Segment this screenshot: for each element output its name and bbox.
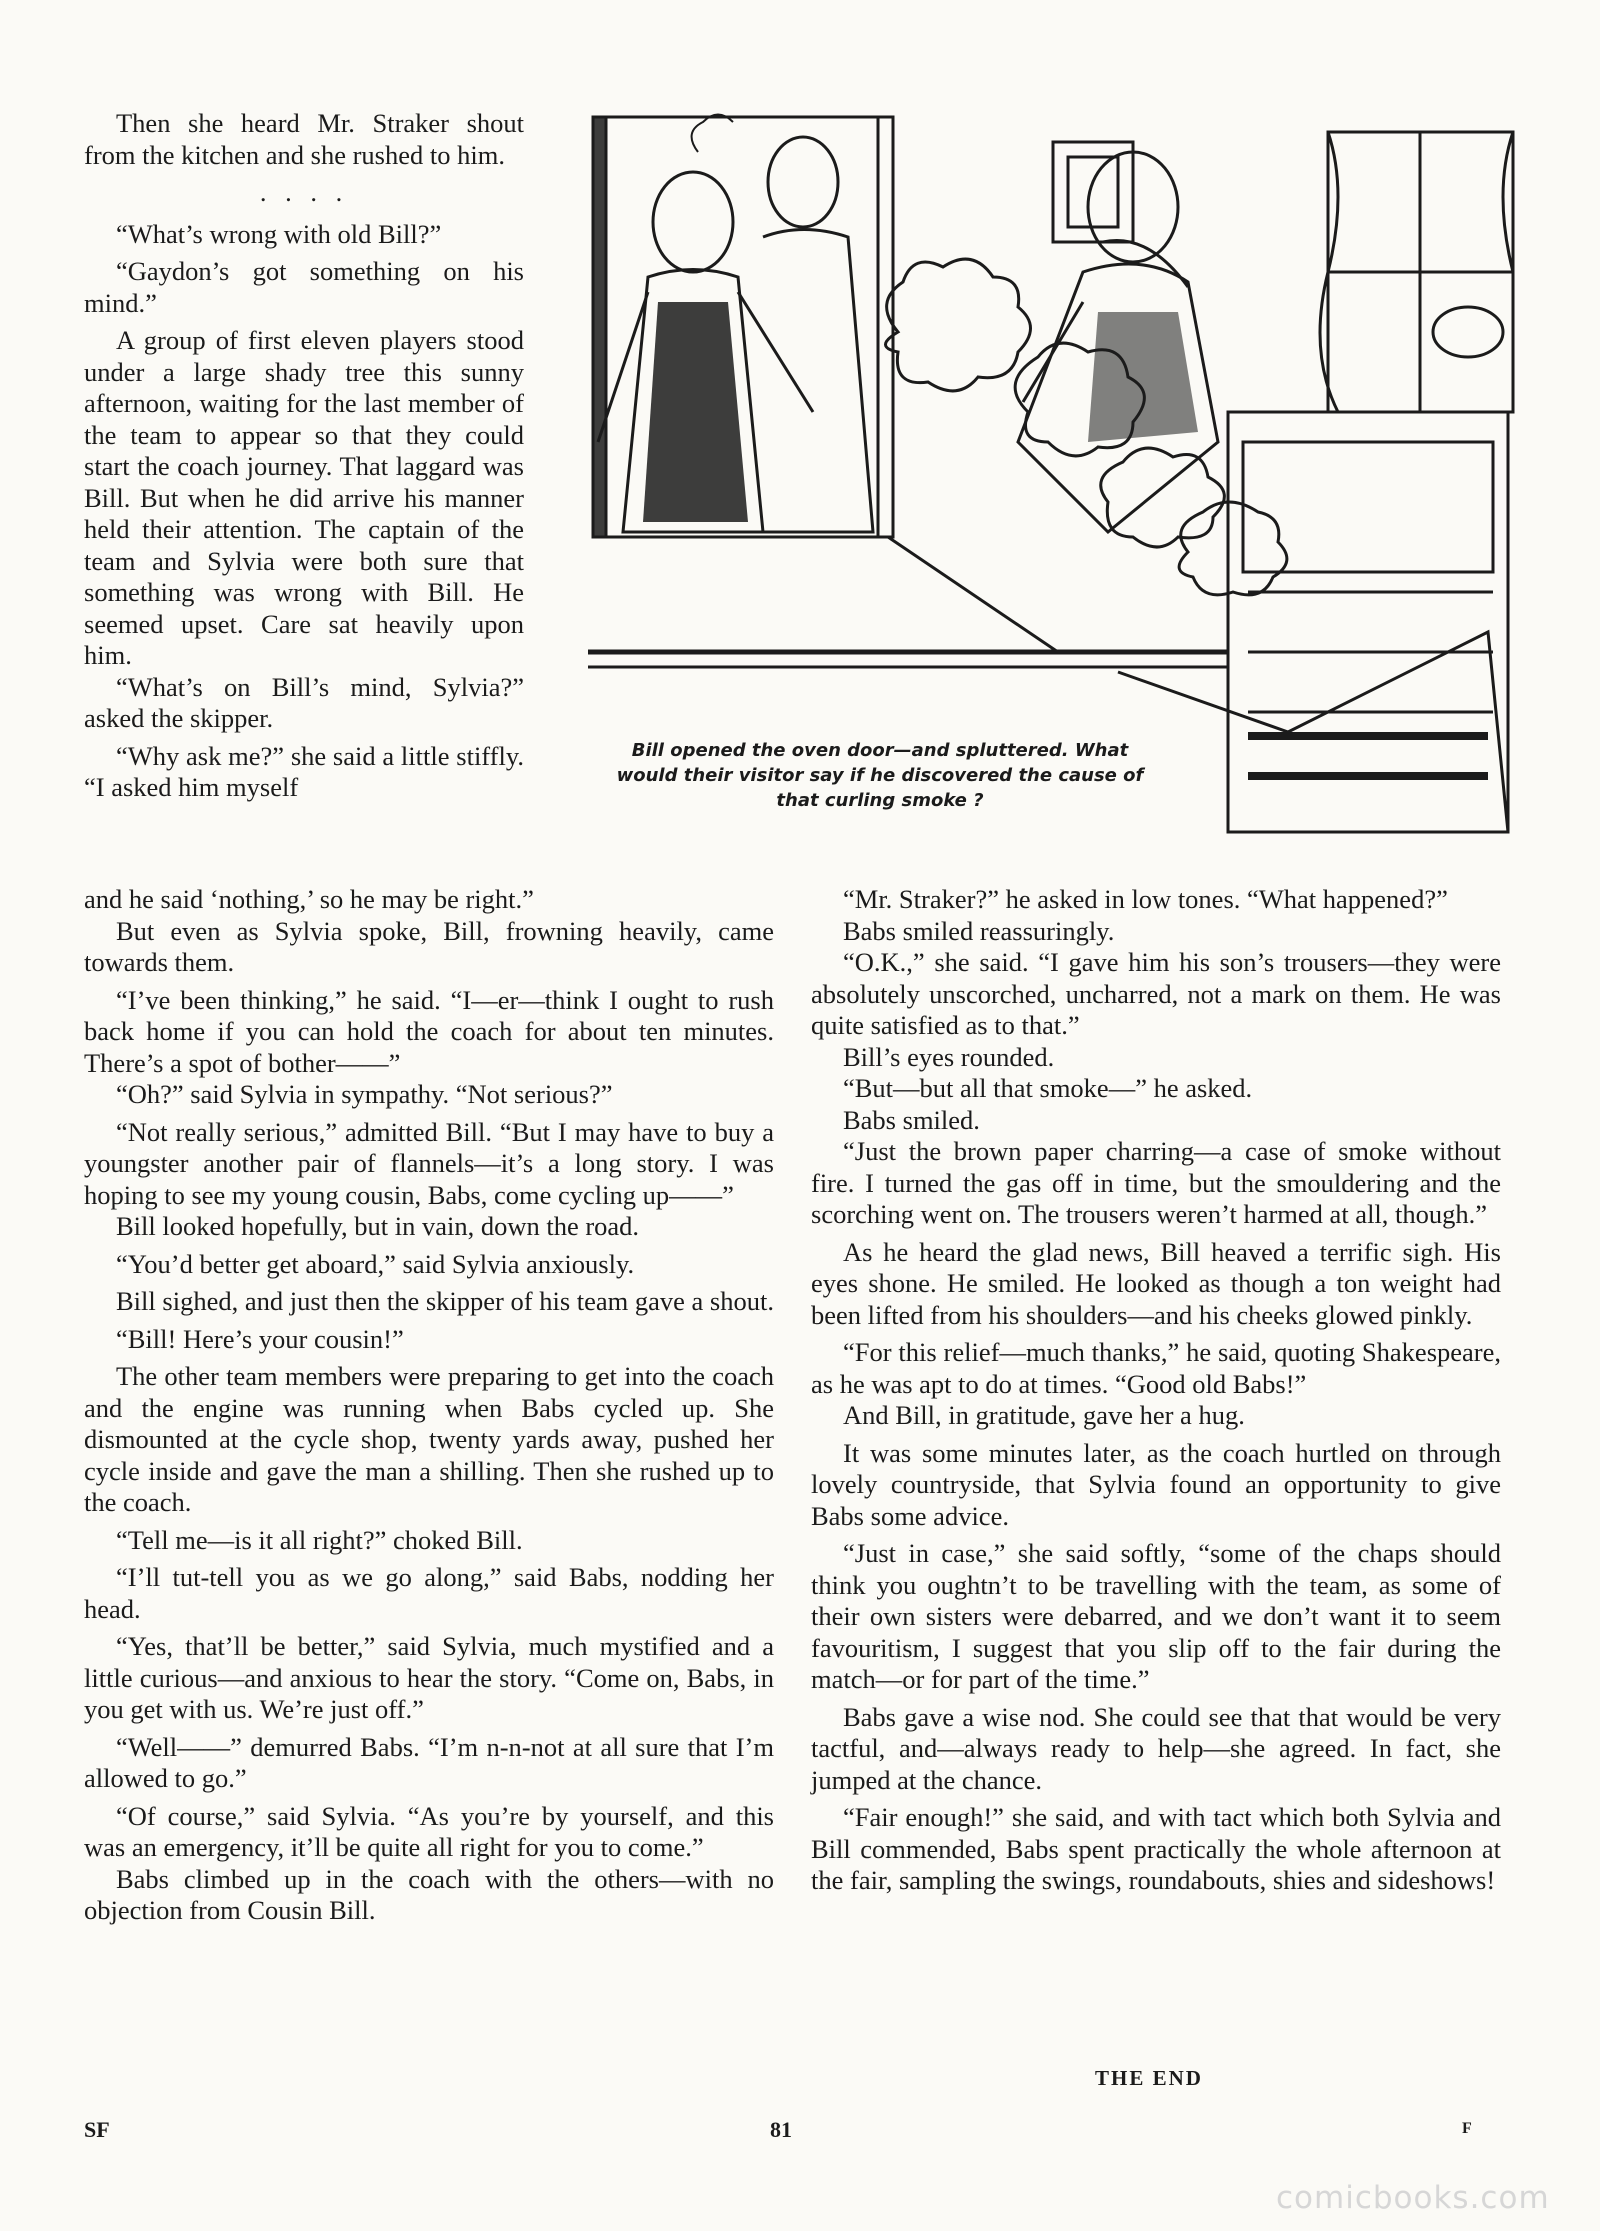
paragraph: “Mr. Straker?” he asked in low tones. “What happened?” — [843, 884, 1448, 914]
paragraph: Bill’s eyes rounded. — [843, 1041, 1055, 1072]
footer-right-mark: F — [1462, 2120, 1472, 2137]
paragraph: and he said ‘nothing,’ so he may be right.” — [84, 884, 534, 914]
story-end-marker: THE END — [1095, 2066, 1203, 2090]
paragraph: As he heard the glad news, Bill heaved a terrific sigh. His eyes shone. He smiled. He looked as though a ton weight had been lifted from his shoulders—and his cheeks glowed pinkly. — [811, 1236, 1501, 1330]
paragraph: “For this relief—much thanks,” he said, quoting Shakespeare, as he was apt to do at times. “Good old Babs!” — [811, 1337, 1501, 1399]
column-right — [811, 884, 1501, 1897]
paragraph: “Tell me—is it all right?” choked Bill. — [116, 1524, 523, 1555]
paragraph: “What’s on Bill’s mind, Sylvia?” asked the skipper. — [84, 671, 524, 733]
section-break: . . . . — [259, 177, 349, 207]
paragraph: “Gaydon’s got something on his mind.” — [84, 256, 524, 318]
paragraph: “Not really serious,” admitted Bill. “But I may have to buy a youngster another pair of flannels—it’s a long story. I was hoping to see my young cousin, Babs, come cycling up——” — [84, 1116, 774, 1210]
paragraph: Babs gave a wise nod. She could see that that would be very tactful, and—always ready to help—she agreed. In fact, she jumped at the chance. — [811, 1701, 1501, 1795]
paragraph: Babs smiled. — [843, 1104, 980, 1135]
column-left-top — [84, 108, 524, 804]
footer-left-mark: SF — [84, 2117, 110, 2142]
paragraph: “I’ve been thinking,” he said. “I—er—think I ought to rush back home if you can hold the coach for about ten minutes. There’s a spot of bother——” — [84, 984, 774, 1078]
paragraph: “I’ll tut-tell you as we go along,” said Babs, nodding her head. — [84, 1562, 774, 1624]
paragraph: “Bill! Here’s your cousin!” — [116, 1323, 404, 1354]
paragraph: “But—but all that smoke—” he asked. — [843, 1073, 1253, 1103]
paragraph: The other team members were preparing to get into the coach and the engine was running when Babs cycled up. She dismounted at the cycle shop, twenty yards away, pushed her cycle inside and gave the man a shilling. Then she rushed up to the coach. — [84, 1361, 774, 1517]
paragraph: A group of first eleven players stood under a large shady tree this sunny afternoon, waiting for the last member of the team to appear so that they could start the coach journey. That laggard was Bill. But when he did arrive his manner held their attention. The captain of the team and Sylvia were both sure that something was wrong with Bill. He seemed upset. Care sat heavily upon him. — [84, 325, 524, 670]
paragraph: Babs climbed up in the coach with the others—with no objection from Cousin Bill. — [84, 1863, 774, 1925]
paragraph: Babs smiled reassuringly. — [843, 915, 1115, 946]
paragraph: “Of course,” said Sylvia. “As you’re by yourself, and this was an emergency, it’ll be quite all right for you to come.” — [84, 1800, 774, 1862]
paragraph: But even as Sylvia spoke, Bill, frowning heavily, came towards them. — [84, 915, 774, 977]
paragraph: “What’s wrong with old Bill?” — [116, 218, 442, 249]
illustration-caption: Bill opened the oven door—and spluttered. What would their visitor say if he discovered the cause of that curling smoke ? — [616, 740, 1144, 811]
watermark: comicbooks.com — [1276, 2180, 1550, 2216]
paragraph: “You’d better get aboard,” said Sylvia anxiously. — [116, 1248, 635, 1279]
paragraph: “Fair enough!” she said, and with tact which both Sylvia and Bill commended, Babs spent practically the whole afternoon at the fair, sampling the swings, roundabouts, shies and sideshows! — [811, 1802, 1501, 1895]
paragraph: “Just the brown paper charring—a case of smoke without fire. I turned the gas off in time, but the smouldering and the scorching went on. The trousers weren’t harmed at all, though.” — [811, 1136, 1501, 1229]
paragraph: “Yes, that’ll be better,” said Sylvia, much mystified and a little curious—and anxious to hear the story. “Come on, Babs, in you get with us. We’re just off.” — [84, 1631, 774, 1724]
paragraph: “Oh?” said Sylvia in sympathy. “Not serious?” — [116, 1079, 613, 1109]
paragraph: “Why ask me?” she said a little stiffly. “I asked him myself — [84, 740, 524, 802]
column-left-bottom — [84, 884, 774, 1927]
page-number: 81 — [770, 2117, 792, 2142]
paragraph: Bill sighed, and just then the skipper of his team gave a shout. — [116, 1286, 774, 1316]
paragraph: “Just in case,” she said softly, “some of the chaps should think you oughtn’t to be travelling with the team, as some of their own sisters were debarred, and we don’t want it to seem favouritism, I suggest that you slip off to the fair during the match—or for part of the time.” — [811, 1538, 1501, 1694]
paragraph: Then she heard Mr. Straker shout from the kitchen and she rushed to him. — [84, 108, 524, 170]
paragraph: It was some minutes later, as the coach hurtled on through lovely countryside, that Sylvia found an opportunity to give Babs some advice. — [811, 1437, 1501, 1531]
paragraph: And Bill, in gratitude, gave her a hug. — [843, 1400, 1245, 1430]
paragraph: “O.K.,” she said. “I gave him his son’s trousers—they were absolutely unscorched, uncharred, not a mark on them. He was quite satisfied as to that.” — [811, 947, 1501, 1040]
paragraph: “Well——” demurred Babs. “I’m n-n-not at all sure that I’m allowed to go.” — [84, 1731, 774, 1793]
paragraph: Bill looked hopefully, but in vain, down the road. — [116, 1211, 640, 1241]
